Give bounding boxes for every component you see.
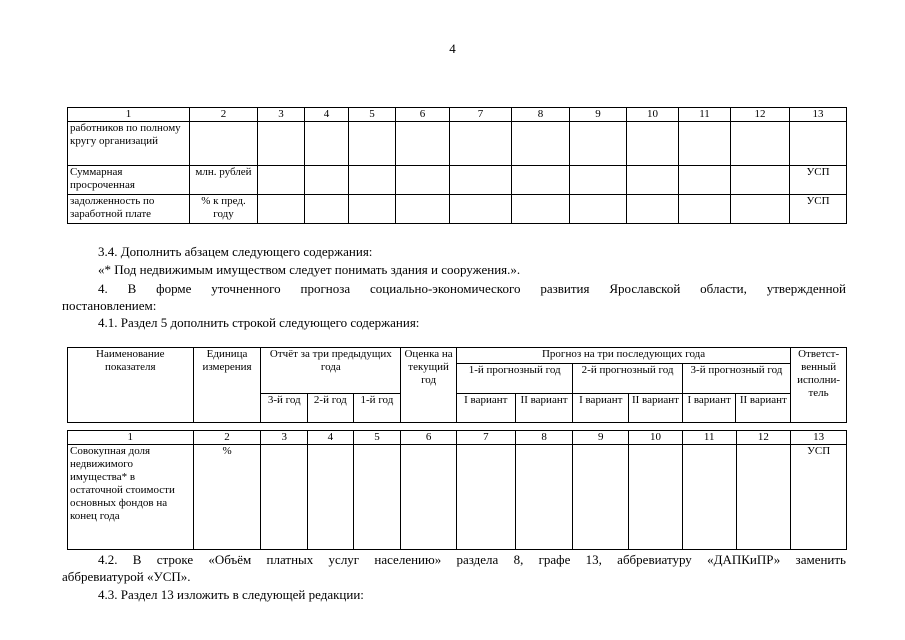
table-row [68,166,847,195]
table-forecast-header [67,347,847,423]
col-number: 8 [512,108,570,122]
unit-cell: млн. рублей [190,166,258,195]
unit-cell [190,122,258,166]
header-forecast-year-2: 2-й прогнозный год [573,364,682,394]
col-number: 10 [627,108,679,122]
header-variant-1: I вариант [456,394,515,423]
header-variant-2: II вариант [736,394,791,423]
header-report-year-3: 3-й год [261,394,308,423]
header-report: Отчёт за три предыдущих года [261,348,401,394]
header-forecast-year-3: 3-й прогнозный год [682,364,790,394]
header-unit: Единица измерения [193,348,261,423]
col-number: 7 [456,431,515,445]
col-number: 8 [515,431,573,445]
header-indicator-name: Наименование показателя [68,348,194,423]
col-number: 13 [791,431,847,445]
indicator-name: работников по полному кругу организаций [68,122,190,166]
indicator-name: Совокупная доля недвижимого имущества* в остаточной стоимости основных фондов на конец года [68,445,194,550]
paragraph-4-line1: 4. В форме уточненного прогноза социально-экономического развития Ярославской области, утвержденной [98,281,846,296]
col-number: 2 [190,108,258,122]
col-number: 1 [68,108,190,122]
indicator-name: задолженность по заработной плате [68,195,190,224]
col-number: 10 [629,431,683,445]
header-report-year-1: 1-й год [353,394,401,423]
responsible-cell: УСП [790,166,847,195]
col-number: 6 [396,108,450,122]
col-number: 4 [308,431,354,445]
table-wage-arrears [67,107,847,224]
col-number: 3 [258,108,305,122]
col-number: 12 [731,108,790,122]
col-number: 9 [570,108,627,122]
header-variant-2: II вариант [629,394,683,423]
page-number: 4 [449,41,456,56]
col-number: 3 [261,431,308,445]
col-number: 7 [450,108,512,122]
unit-cell: % [193,445,261,550]
header-forecast-year-1: 1-й прогнозный год [456,364,572,394]
col-number: 5 [353,431,401,445]
col-number: 13 [790,108,847,122]
table-forecast-body [67,430,847,550]
paragraph-quote: «* Под недвижимым имуществом следует понимать здания и сооружения.». [98,262,521,277]
paragraph-4-3: 4.3. Раздел 13 изложить в следующей редакции: [98,587,364,602]
col-number: 5 [349,108,396,122]
responsible-cell: УСП [791,445,847,550]
col-number: 12 [736,431,791,445]
table-row [68,445,847,550]
col-number: 6 [401,431,457,445]
paragraph-4-1: 4.1. Раздел 5 дополнить строкой следующего содержания: [98,315,420,330]
paragraph-3-4: 3.4. Дополнить абзацем следующего содержания: [98,244,373,259]
col-number: 9 [573,431,629,445]
col-number: 11 [679,108,731,122]
header-responsible: Ответст- венный исполни- тель [791,348,847,423]
table-header-row [68,108,847,122]
table-row [68,122,847,166]
paragraph-4-line2: постановлением: [62,298,157,313]
table-row [68,195,847,224]
header-variant-1: I вариант [573,394,629,423]
col-number: 1 [68,431,194,445]
paragraph-4-2-line1: 4.2. В строке «Объём платных услуг населению» раздела 8, графе 13, аббревиатуру «ДАПКиПР» заменить [98,552,846,567]
table-number-row [68,431,847,445]
header-variant-2: II вариант [515,394,573,423]
col-number: 2 [193,431,261,445]
header-estimate: Оценка на текущий год [401,348,457,423]
col-number: 11 [682,431,736,445]
responsible-cell [790,122,847,166]
paragraph-4-2-line2: аббревиатурой «УСП». [62,569,191,584]
header-report-year-2: 2-й год [308,394,354,423]
unit-cell: % к пред. году [190,195,258,224]
header-variant-1: I вариант [682,394,736,423]
header-forecast: Прогноз на три последующих года [456,348,790,364]
responsible-cell: УСП [790,195,847,224]
col-number: 4 [305,108,349,122]
indicator-name: Суммарная просроченная [68,166,190,195]
